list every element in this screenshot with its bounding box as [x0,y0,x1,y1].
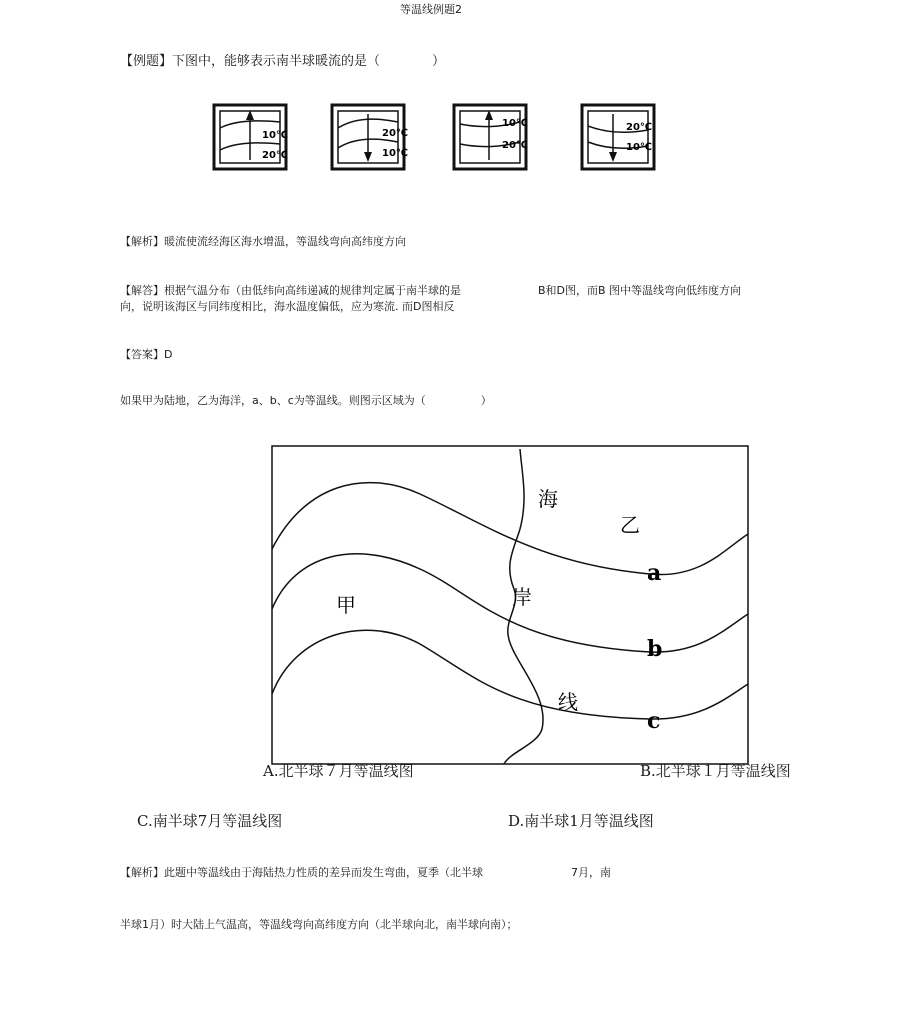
option-a: A.北半球７月等温线图 [263,762,414,780]
figure-d-lower-label: 10℃ [626,142,653,153]
example1-answer: 【答案】D [120,348,173,361]
map-label-coast-2: 岸 [512,585,532,609]
example2-analysis-line1-b: 7月，南 [571,866,611,879]
example1-solution-line1-a: 【解答】根据气温分布（由低纬向高纬递减的规律判定属于南半球的是 [120,284,461,297]
option-b: B.北半球１月等温线图 [640,762,791,780]
figure-c-lower-label: 20℃ [502,140,529,151]
figure-c-upper-label: 10℃ [502,118,529,129]
figure-b-lower-label: 10℃ [382,148,409,159]
figure-b-down-arrow-icon [364,152,372,162]
figure-d-upper-label: 20℃ [626,122,653,133]
map-label-line-a: a [647,560,662,586]
figure-b-upper-label: 20℃ [382,128,409,139]
isotherm-options-figure [200,100,680,180]
example2-analysis-line1-a: 【解析】此题中等温线由于海陆热力性质的差异而发生弯曲，夏季（北半球 [120,866,483,879]
option-d: D.南半球1月等温线图 [508,812,654,830]
figure-d-down-arrow-icon [609,152,617,162]
isotherm-map [270,444,752,768]
example1-question: 【例题】下图中，能够表示南半球暖流的是（ ） [120,54,446,69]
figure-d [582,105,654,169]
option-c: C.南半球7月等温线图 [137,812,283,830]
page-title: 等温线例题2 [400,3,462,16]
example2-question: 如果甲为陆地，乙为海洋，a、b、c为等温线。则图示区域为（ ） [120,394,492,407]
map-label-coast-1: 海 [538,487,558,511]
example2-analysis-line2: 半球1月）时大陆上气温高，等温线弯向高纬度方向（北半球向北，南半球向南）； [120,918,518,931]
figure-a-upper-label: 10℃ [262,130,289,141]
figure-c [454,105,528,169]
map-label-land: 甲 [336,593,356,617]
map-label-line-c: c [647,708,661,734]
example1-solution-line1-b: B和D图，而B 图中等温线弯向低纬度方向 [538,284,742,297]
figure-a [214,105,288,169]
map-label-sea: 乙 [620,513,640,537]
map-label-line-b: b [647,636,663,662]
figure-a-lower-label: 20℃ [262,150,289,161]
figure-b [332,105,408,169]
example1-analysis: 【解析】暖流使流经海区海水增温，等温线弯向高纬度方向 [120,235,406,248]
map-label-coast-3: 线 [558,690,578,714]
example1-solution-line2: 向，说明该海区与同纬度相比，海水温度偏低，应为寒流. 而D图相反 [120,300,455,313]
